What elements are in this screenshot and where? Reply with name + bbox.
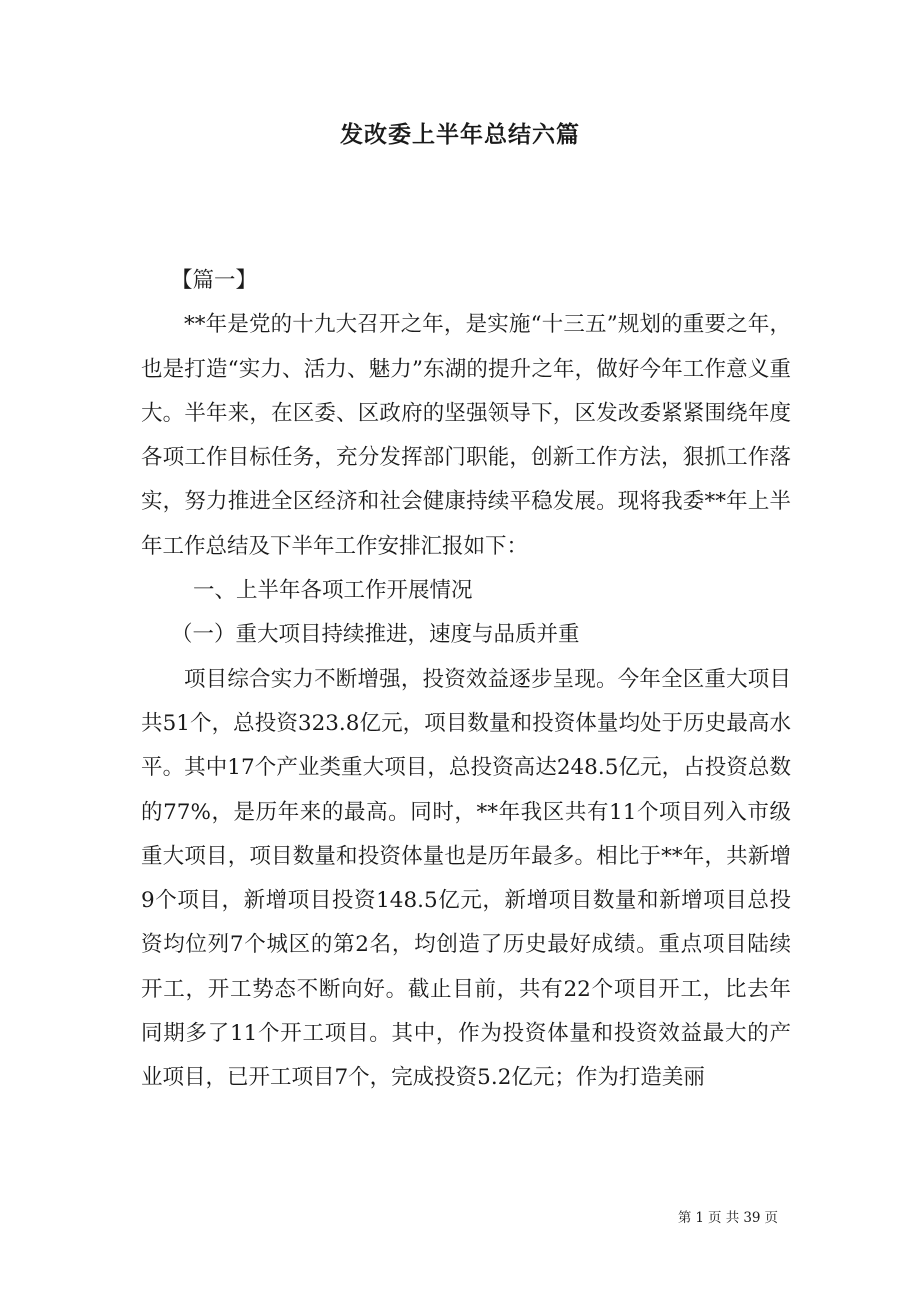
- footer-total-pages: 39: [743, 1210, 761, 1226]
- document-body: [141, 259, 791, 1101]
- intro-paragraph: **年是党的十九大召开之年，是实施“十三五”规划的重要之年，也是打造“实力、活力、魅力”东湖的提升之年，做好今年工作意义重大。半年来，在区委、区政府的坚强领导下，区发改委紧紧围绕年度各项工作目标任务，充分发挥部门职能，创新工作方法，狠抓工作落实，努力推进全区经济和社会健康持续平稳发展。现将我委**年上半年工作总结及下半年工作安排汇报如下：: [141, 312, 791, 559]
- page-number-footer: [676, 1209, 780, 1227]
- body-paragraph: 项目综合实力不断增强，投资效益逐步呈现。今年全区重大项目共51个，总投资323.8亿元，项目数量和投资体量均处于历史最高水平。其中17个产业类重大项目，总投资高达248.5亿元，占投资总数的77%，是历年来的最高。同时，**年我区共有11个项目列入市级重大项目，项目数量和投资体量也是历年最多。相比于**年，共新增9个项目，新增项目投资148.5亿元，新增项目数量和新增项目总投资均位列7个城区的第2名，均创造了历史最好成绩。重点项目陆续开工，开工势态不断向好。截止目前，共有22个项目开工，比去年同期多了11个开工项目。其中，作为投资体量和投资效益最大的产业项目，已开工项目7个，完成投资5.2亿元；作为打造美丽: [141, 666, 791, 1091]
- footer-suffix: 页: [764, 1210, 778, 1226]
- footer-current-page: 1: [695, 1210, 705, 1226]
- section-label: 【篇一】: [171, 268, 258, 293]
- heading-level-1: 一、上半年各项工作开展情况: [193, 578, 473, 604]
- heading-level-2: （一）重大项目持续推进，速度与品质并重: [171, 622, 580, 648]
- footer-prefix: 第: [677, 1210, 692, 1226]
- footer-middle: 页 共: [708, 1210, 740, 1226]
- document-title: 发改委上半年总结六篇: [340, 121, 580, 148]
